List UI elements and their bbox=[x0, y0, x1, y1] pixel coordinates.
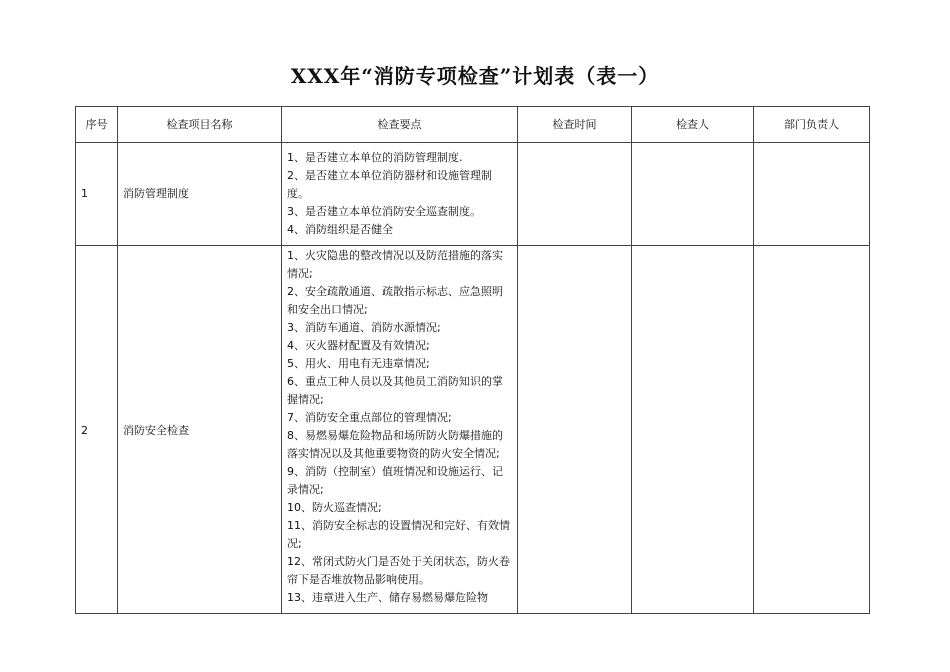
key-point: 9、消防（控制室）值班情况和设施运行、记录情况; bbox=[287, 465, 503, 496]
key-point: 4、灭火器材配置及有效情况; bbox=[287, 339, 430, 352]
row-item-name: 消防安全检查 bbox=[118, 246, 282, 614]
row-department-head[interactable] bbox=[754, 143, 870, 246]
row-index: 1 bbox=[76, 143, 118, 246]
row-inspection-time[interactable] bbox=[518, 246, 632, 614]
table-row bbox=[76, 143, 870, 246]
table-row bbox=[76, 246, 870, 614]
header-department-head: 部门负责人 bbox=[754, 107, 870, 143]
row-inspection-time[interactable] bbox=[518, 143, 632, 246]
key-point: 4、消防组织是否健全 bbox=[287, 223, 393, 236]
row-department-head[interactable] bbox=[754, 246, 870, 614]
key-point: 8、易燃易爆危险物品和场所防火防爆措施的落实情况以及其他重要物资的防火安全情况; bbox=[287, 429, 503, 460]
key-point: 11、消防安全标志的设置情况和完好、有效情况; bbox=[287, 519, 510, 550]
key-point: 2、安全疏散通道、疏散指示标志、应急照明和安全出口情况; bbox=[287, 285, 503, 316]
row-inspector[interactable] bbox=[632, 246, 754, 614]
key-point: 13、违章进入生产、储存易燃易爆危险物 bbox=[287, 591, 488, 604]
key-point: 1、火灾隐患的整改情况以及防范措施的落实情况; bbox=[287, 249, 503, 280]
key-point: 2、是否建立本单位消防器材和设施管理制度。 bbox=[287, 169, 492, 200]
header-inspector: 检查人 bbox=[632, 107, 754, 143]
row-key-points bbox=[282, 143, 518, 246]
inspection-plan-table bbox=[75, 106, 870, 614]
key-point: 3、是否建立本单位消防安全巡查制度。 bbox=[287, 205, 481, 218]
key-point: 6、重点工种人员以及其他员工消防知识的掌握情况; bbox=[287, 375, 503, 406]
header-index: 序号 bbox=[76, 107, 118, 143]
header-inspection-time: 检查时间 bbox=[518, 107, 632, 143]
page-title: XXX年“消防专项检查”计划表（表一） bbox=[290, 64, 660, 88]
key-point: 1、是否建立本单位的消防管理制度. bbox=[287, 151, 463, 164]
key-point: 10、防火巡查情况; bbox=[287, 501, 382, 514]
header-item-name: 检查项目名称 bbox=[118, 107, 282, 143]
key-point: 7、消防安全重点部位的管理情况; bbox=[287, 411, 452, 424]
row-item-name: 消防管理制度 bbox=[118, 143, 282, 246]
key-points-list bbox=[287, 247, 512, 612]
key-point: 12、常闭式防火门是否处于关闭状态，防火卷帘下是否堆放物品影响使用。 bbox=[287, 555, 510, 586]
key-point: 5、用火、用电有无违章情况; bbox=[287, 357, 430, 370]
key-point: 3、消防车通道、消防水源情况; bbox=[287, 321, 441, 334]
row-index: 2 bbox=[76, 246, 118, 614]
row-key-points bbox=[282, 246, 518, 614]
table-header-row bbox=[76, 107, 870, 143]
header-key-points: 检查要点 bbox=[282, 107, 518, 143]
row-inspector[interactable] bbox=[632, 143, 754, 246]
